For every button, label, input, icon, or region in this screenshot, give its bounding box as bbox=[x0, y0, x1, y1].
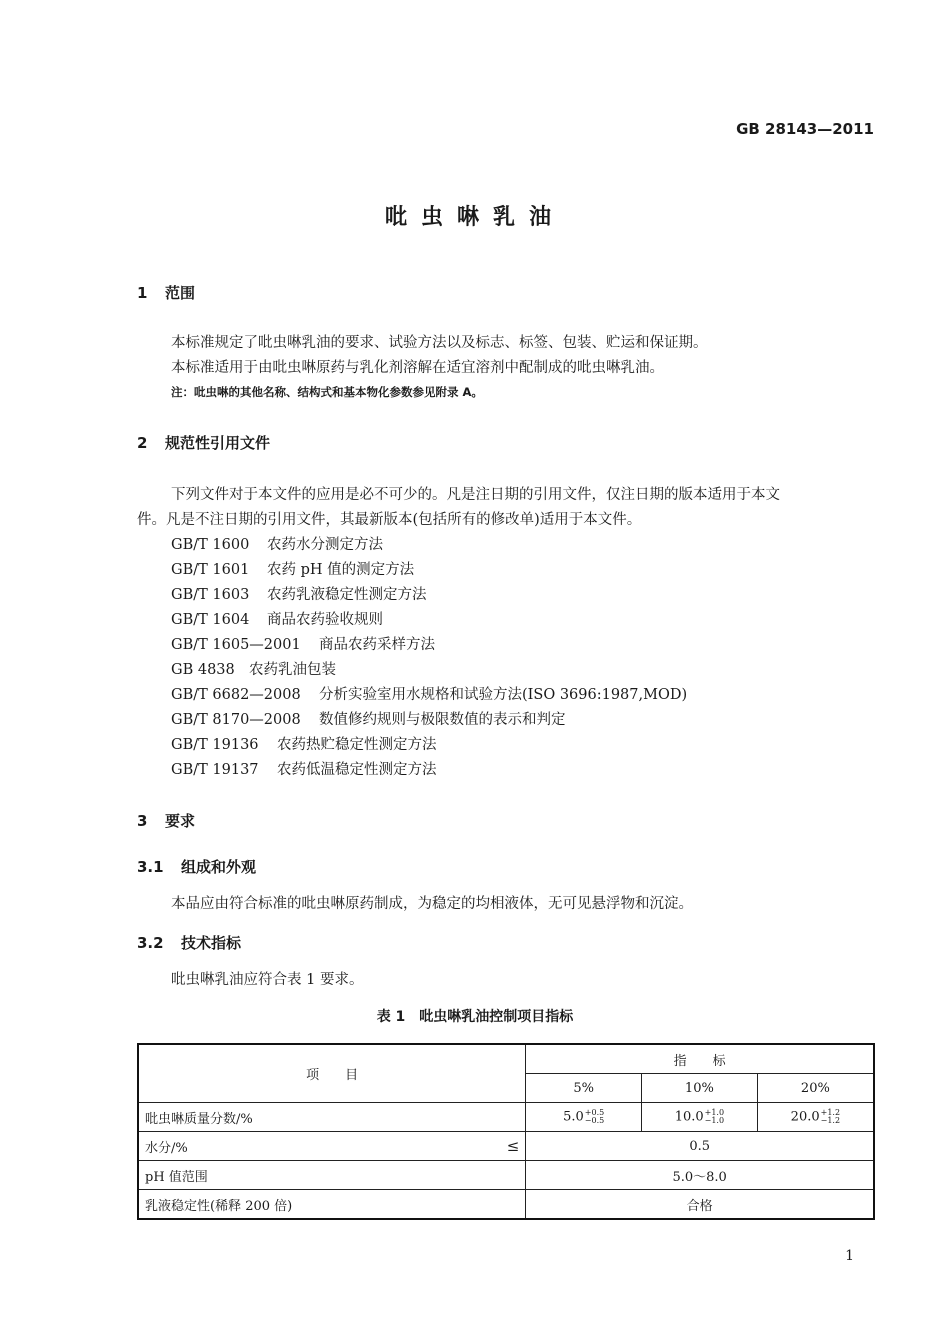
tolerance-lower: −0.5 bbox=[584, 1116, 605, 1125]
value-base: 10.0 bbox=[674, 1109, 704, 1125]
reference-item bbox=[171, 708, 566, 729]
section-title: 范围 bbox=[165, 284, 196, 302]
reference-title: 农药水分测定方法 bbox=[267, 537, 383, 553]
paragraph: 吡虫啉乳油应符合表 1 要求。 bbox=[171, 972, 364, 988]
tolerance-lower: −1.0 bbox=[704, 1116, 725, 1125]
grade-10: 10% bbox=[642, 1074, 758, 1103]
reference-code: GB/T 1600 bbox=[171, 537, 250, 553]
reference-title: 农药乳液稳定性测定方法 bbox=[267, 587, 427, 603]
paragraph: 件。凡是不注日期的引用文件，其最新版本(包括所有的修改单)适用于本文件。 bbox=[137, 512, 642, 528]
reference-title: 农药低温稳定性测定方法 bbox=[277, 762, 437, 778]
table-row bbox=[138, 1132, 874, 1161]
table-row bbox=[138, 1190, 874, 1220]
tolerance bbox=[705, 1109, 724, 1125]
standard-code: GB 28143—2011 bbox=[736, 120, 874, 138]
reference-code: GB/T 19137 bbox=[171, 762, 259, 778]
header-item: 项 目 bbox=[138, 1044, 526, 1103]
value-base: 20.0 bbox=[790, 1109, 820, 1125]
reference-code: GB/T 1605—2001 bbox=[171, 637, 301, 653]
reference-code: GB/T 19136 bbox=[171, 737, 259, 753]
table-caption: 表 1 吡虫啉乳油控制项目指标 bbox=[376, 1009, 574, 1025]
reference-title: 农药热贮稳定性测定方法 bbox=[277, 737, 437, 753]
section-number: 3.1 bbox=[137, 858, 164, 876]
paragraph: 本标准规定了吡虫啉乳油的要求、试验方法以及标志、标签、包装、贮运和保证期。 bbox=[171, 335, 708, 351]
tolerance-upper: +1.0 bbox=[704, 1108, 725, 1117]
grade-20: 20% bbox=[757, 1074, 874, 1103]
tolerance-upper: +1.2 bbox=[820, 1108, 841, 1117]
reference-code: GB/T 1603 bbox=[171, 587, 250, 603]
reference-title: 商品农药验收规则 bbox=[267, 612, 383, 628]
operator-symbol: ≤ bbox=[506, 1136, 520, 1155]
section-title: 要求 bbox=[165, 812, 196, 830]
reference-code: GB 4838 bbox=[171, 662, 235, 678]
value-cell: 0.5 bbox=[526, 1132, 874, 1161]
reference-code: GB/T 8170—2008 bbox=[171, 712, 301, 728]
section-title: 组成和外观 bbox=[181, 858, 257, 876]
value-cell bbox=[757, 1103, 874, 1132]
tolerance-lower: −1.2 bbox=[820, 1116, 841, 1125]
reference-item bbox=[171, 733, 437, 754]
section-number: 2 bbox=[137, 434, 148, 452]
paragraph: 本标准适用于由吡虫啉原药与乳化剂溶解在适宜溶剂中配制成的吡虫啉乳油。 bbox=[171, 360, 664, 376]
paragraph: 下列文件对于本文件的应用是必不可少的。凡是注日期的引用文件，仅注日期的版本适用于本文 bbox=[171, 487, 780, 503]
header-index: 指 标 bbox=[526, 1044, 874, 1074]
table-row bbox=[138, 1103, 874, 1132]
reference-item bbox=[171, 658, 336, 679]
value-cell bbox=[642, 1103, 758, 1132]
reference-item bbox=[171, 608, 383, 629]
reference-code: GB/T 1604 bbox=[171, 612, 250, 628]
reference-item bbox=[171, 558, 414, 579]
grade-5: 5% bbox=[526, 1074, 642, 1103]
paragraph: 本品应由符合标准的吡虫啉原药制成，为稳定的均相液体，无可见悬浮物和沉淀。 bbox=[171, 896, 693, 912]
row-label bbox=[138, 1132, 526, 1161]
value-cell: 5.0～8.0 bbox=[526, 1161, 874, 1190]
reference-item bbox=[171, 533, 383, 554]
section-title: 技术指标 bbox=[181, 934, 242, 952]
value-cell: 合格 bbox=[526, 1190, 874, 1220]
tolerance bbox=[821, 1109, 840, 1125]
reference-item bbox=[171, 683, 687, 704]
reference-title: 分析实验室用水规格和试验方法(ISO 3696:1987,MOD) bbox=[319, 687, 688, 703]
section-2-heading bbox=[137, 432, 270, 453]
page-title: 吡虫啉乳油 bbox=[384, 205, 565, 230]
reference-title: 数值修约规则与极限数值的表示和判定 bbox=[319, 712, 566, 728]
tolerance bbox=[585, 1109, 604, 1125]
row-label-text: 水分/% bbox=[145, 1140, 188, 1156]
section-3-heading bbox=[137, 810, 195, 831]
reference-item bbox=[171, 633, 435, 654]
table-header-row bbox=[138, 1044, 874, 1074]
section-title: 规范性引用文件 bbox=[165, 434, 271, 452]
row-label: 乳液稳定性(稀释 200 倍) bbox=[138, 1190, 526, 1220]
subsection-3-2-heading bbox=[137, 932, 241, 953]
reference-code: GB/T 6682—2008 bbox=[171, 687, 301, 703]
reference-title: 商品农药采样方法 bbox=[319, 637, 435, 653]
note: 注：吡虫啉的其他名称、结构式和基本物化参数参见附录 A。 bbox=[171, 385, 483, 399]
section-1-heading bbox=[137, 282, 195, 303]
value-cell bbox=[526, 1103, 642, 1132]
reference-title: 农药 pH 值的测定方法 bbox=[267, 562, 415, 578]
section-number: 3 bbox=[137, 812, 148, 830]
row-label: pH 值范围 bbox=[138, 1161, 526, 1190]
reference-title: 农药乳油包装 bbox=[249, 662, 336, 678]
reference-code: GB/T 1601 bbox=[171, 562, 250, 578]
section-number: 3.2 bbox=[137, 934, 164, 952]
spec-table bbox=[137, 1043, 875, 1220]
section-number: 1 bbox=[137, 284, 148, 302]
page-number: 1 bbox=[845, 1248, 854, 1264]
reference-item bbox=[171, 583, 427, 604]
reference-item bbox=[171, 758, 437, 779]
tolerance-upper: +0.5 bbox=[584, 1108, 605, 1117]
row-label: 吡虫啉质量分数/% bbox=[138, 1103, 526, 1132]
table-row bbox=[138, 1161, 874, 1190]
value-base: 5.0 bbox=[563, 1109, 584, 1125]
subsection-3-1-heading bbox=[137, 856, 256, 877]
